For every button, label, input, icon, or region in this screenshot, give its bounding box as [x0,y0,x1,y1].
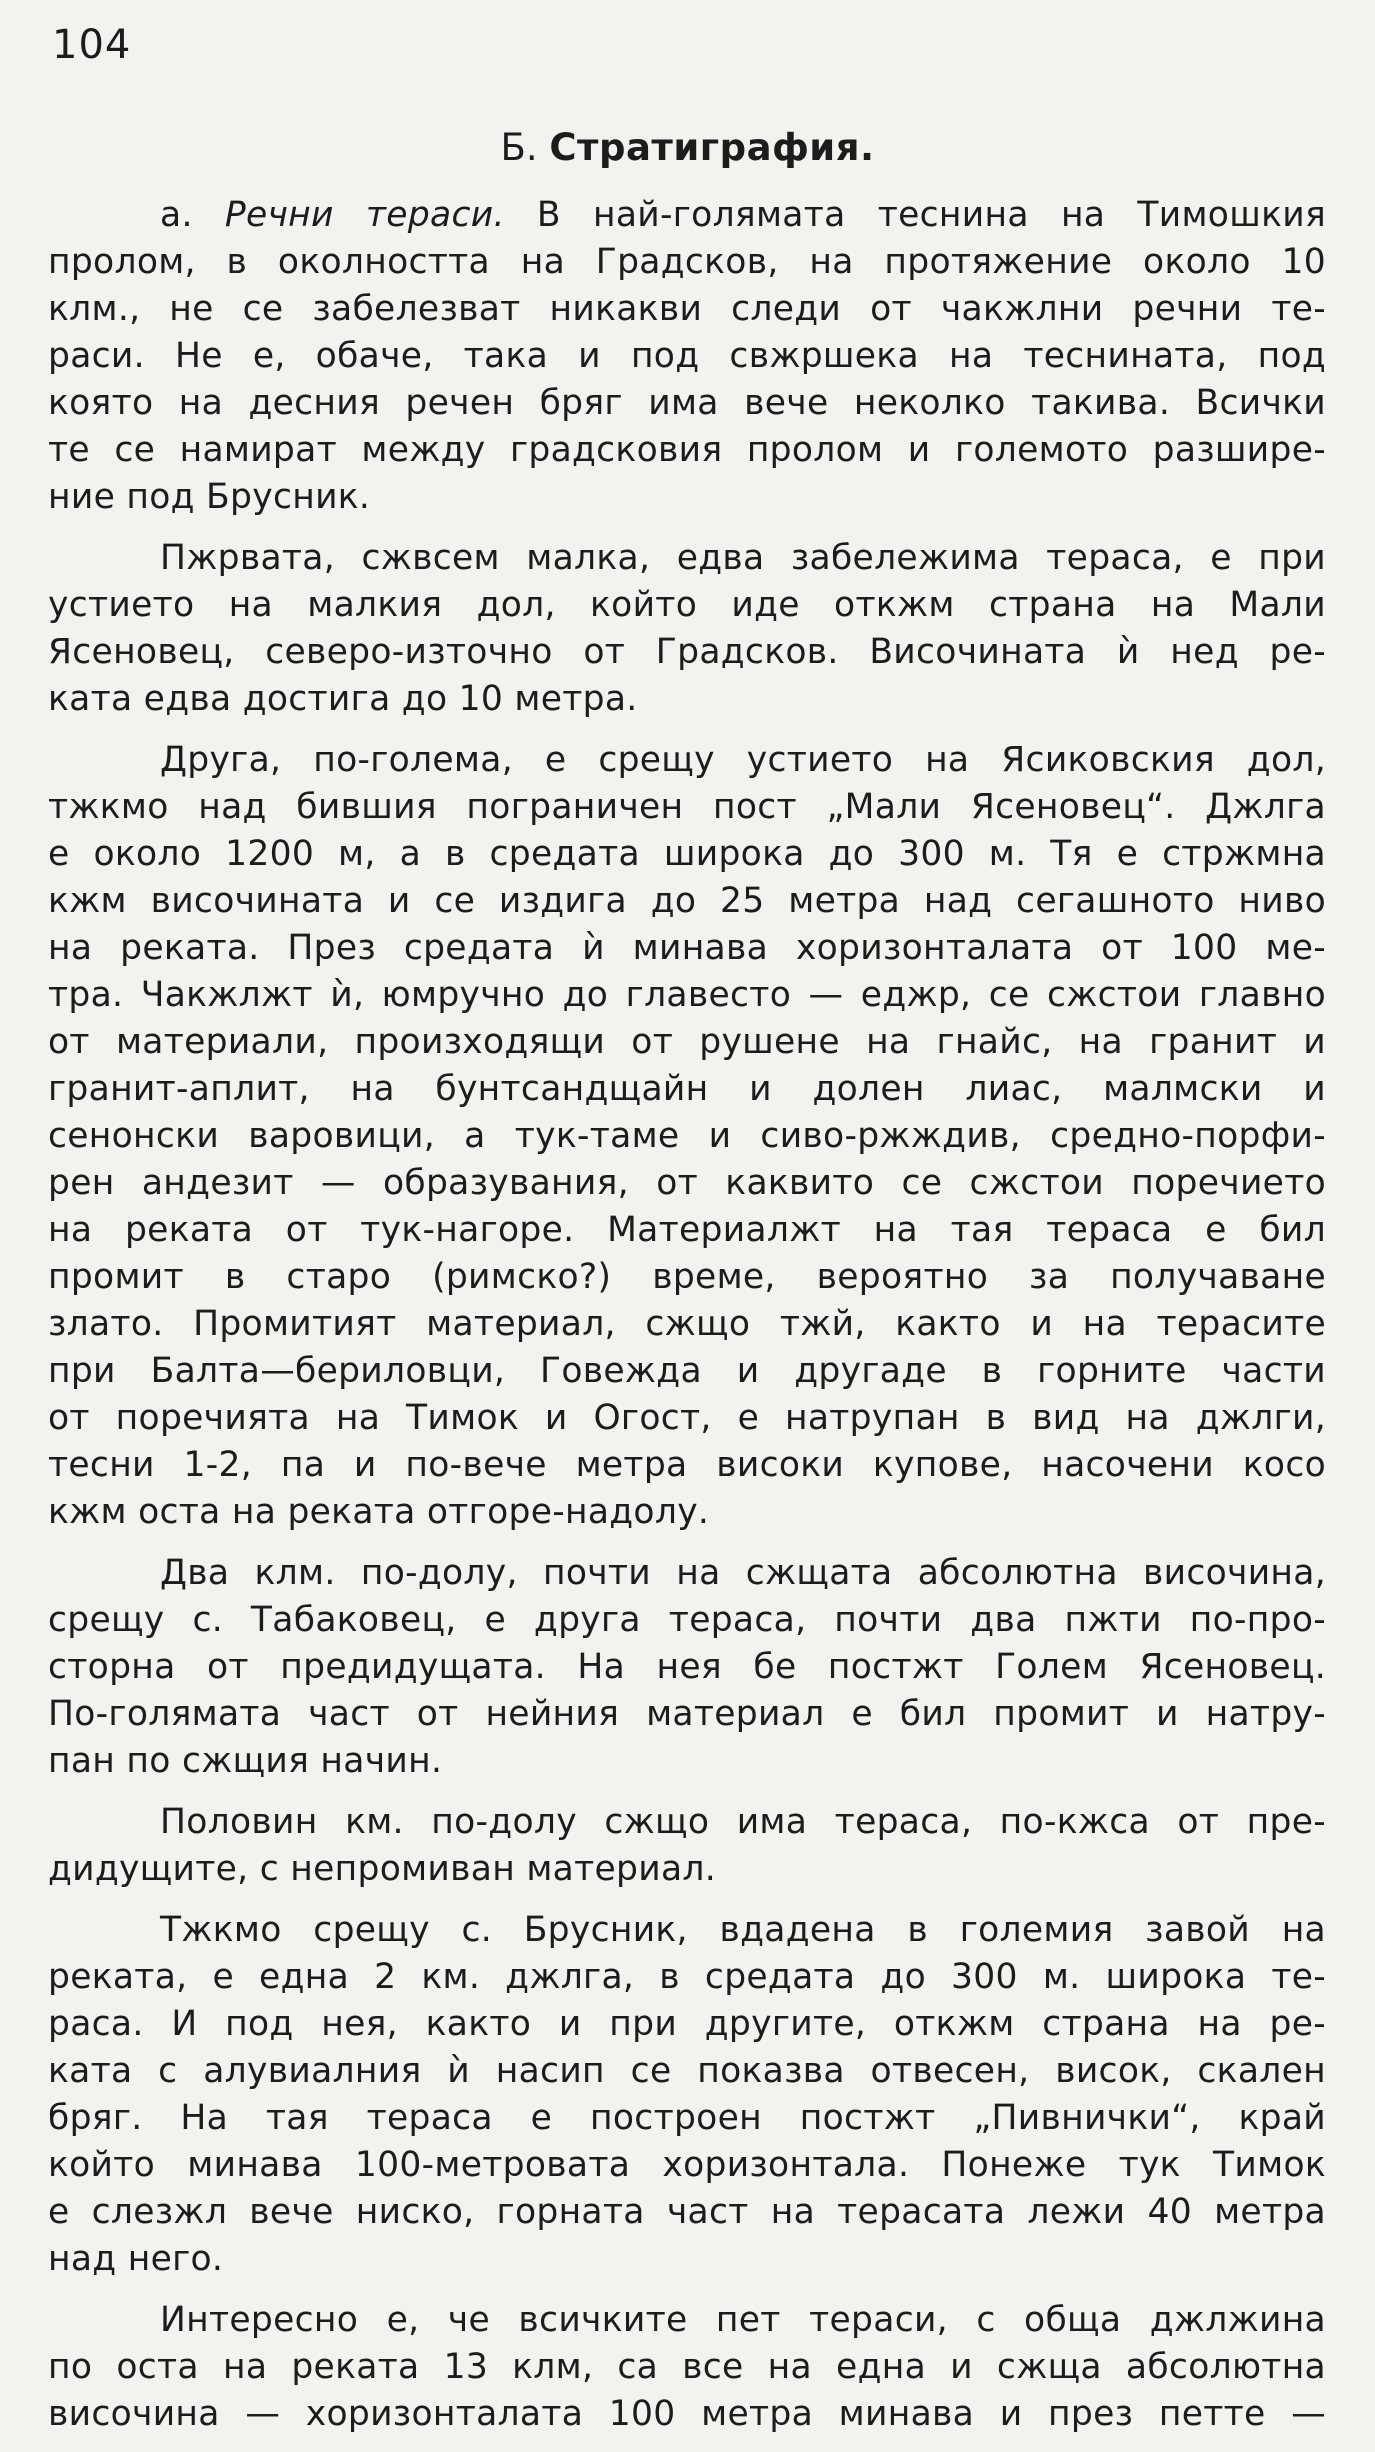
section-label: Б. [500,126,538,169]
body-text [48,192,1326,2452]
text-line: Два клм. по-долу, почти на сжщата абсолютна височина, [160,1553,1326,1593]
text-line: реката, е една 2 км. джлга, в средата до 300 м. широка те- [48,1957,1326,1997]
paragraph-lead: а. [160,195,225,235]
italic-term: Речни тераси. [224,195,505,235]
text-line: устието на малкия дол, който иде откжм страна на Мали [48,585,1326,625]
text-line: на реката. През средата ѝ минава хоризонталата от 100 ме- [48,928,1326,968]
text-line: злато. Промитият материал, сжщо тжй, както и на терасите [48,1304,1326,1344]
text-line: кжм оста на реката отгоре-надолу. [48,1492,710,1532]
text-line: Половин км. по-долу сжщо има тераса, по-кжса от пре- [160,1802,1326,1842]
text-line: кжм височината и се издига до 25 метра над сегашното ниво [48,881,1326,921]
text-line: рен андезит — образувания, от каквито се сжстои поречието [48,1163,1326,1203]
text-line: над него. [48,2239,224,2279]
section-heading [0,126,1375,169]
text-line: е около 1200 м, а в средата широка до 300 м. Тя е стржмна [48,834,1326,874]
text-line: дидущите, с непромиван материал. [48,1849,717,1889]
text-line: Тжкмо срещу с. Брусник, вдадена в големия завой на [160,1910,1326,1950]
text-line: клм., не се забелезват никакви следи от чакжлни речни те- [48,289,1326,329]
text-line: Интересно е, че всичките пет тераси, с обща джлжина [160,2300,1326,2340]
text-line: на реката от тук-нагоре. Материалжт на тая тераса е бил [48,1210,1326,1250]
text-line: пан по сжщия начин. [48,1741,443,1781]
text-line: срещу с. Табаковец, е друга тераса, почти два пжти по-про- [48,1600,1326,1640]
text-line: Ясеновец, северо-източно от Градсков. Височината ѝ нед ре- [48,632,1326,672]
section-title: Стратиграфия. [549,126,875,169]
text-line [48,192,1326,239]
text-line: височина — хоризонталата 100 метра минава и през петте — [48,2394,1326,2434]
paragraph [48,2297,1326,2438]
text-line: Друга, по-голема, е срещу устието на Ясиковския дол, [160,740,1326,780]
text-line: е слезжл вече ниско, горната част на терасата лежи 40 метра [48,2192,1326,2232]
text-line: тра. Чакжлжт ѝ, юмручно до главесто — еджр, се сжстои главно [48,975,1326,1015]
text-line: промит в старо (римско?) време, вероятно за получаване [48,1257,1326,1297]
text-line: сторна от предидущата. На нея бе постжт Голем Ясеновец. [48,1647,1326,1687]
text-line: тесни 1-2, па и по-вече метра високи купове, насочени косо [48,1445,1326,1485]
text-line: сенонски варовици, а тук-таме и сиво-ржждив, средно-порфи- [48,1116,1326,1156]
page-number: 104 [52,22,132,68]
text-line: бряг. На тая тераса е построен постжт „Пивнички“, край [48,2098,1326,2138]
paragraph [48,1907,1326,2283]
text-line: който минава 100-метровата хоризонтала. Понеже тук Тимок [48,2145,1326,2185]
paragraph [48,535,1326,723]
text-line: те се намират между градсковия пролом и големото разшире- [48,430,1326,470]
paragraph [48,1550,1326,1785]
text-line: По-голямата част от нейния материал е бил промит и натру- [48,1694,1326,1734]
text-line: по оста на реката 13 клм, са все на една и сжща абсолютна [48,2347,1326,2387]
text-line: от поречията на Тимок и Огост, е натрупан в вид на джлги, [48,1398,1326,1438]
paragraph [48,192,1326,521]
text-line: тжкмо над бившия пограничен пост „Мали Ясеновец“. Джлга [48,787,1326,827]
text-line: Пжрвата, сжвсем малка, едва забележима тераса, е при [160,538,1326,578]
paragraph [48,1799,1326,1893]
text-line: пролом, в околността на Градсков, на протяжение около 10 [48,242,1326,282]
text-line: при Балта—бериловци, Говежда и другаде в горните части [48,1351,1326,1391]
text-line: раси. Не е, обаче, така и под свжршека на теснината, под [48,336,1326,376]
line-text: В най-голямата теснина на Тимошкия [504,195,1326,235]
text-line: ние под Брусник. [48,477,371,517]
paragraph [48,737,1326,1536]
text-line: ката едва достига до 10 метра. [48,679,638,719]
text-line: от материали, произходящи от рушене на гнайс, на гранит и [48,1022,1326,1062]
text-line: която на десния речен бряг има вече неколко такива. Всички [48,383,1326,423]
text-line: гранит-аплит, на бунтсандщайн и долен лиас, малмски и [48,1069,1326,1109]
text-line: раса. И под нея, както и при другите, откжм страна на ре- [48,2004,1326,2044]
text-line: ката с алувиалния ѝ насип се показва отвесен, висок, скален [48,2051,1326,2091]
